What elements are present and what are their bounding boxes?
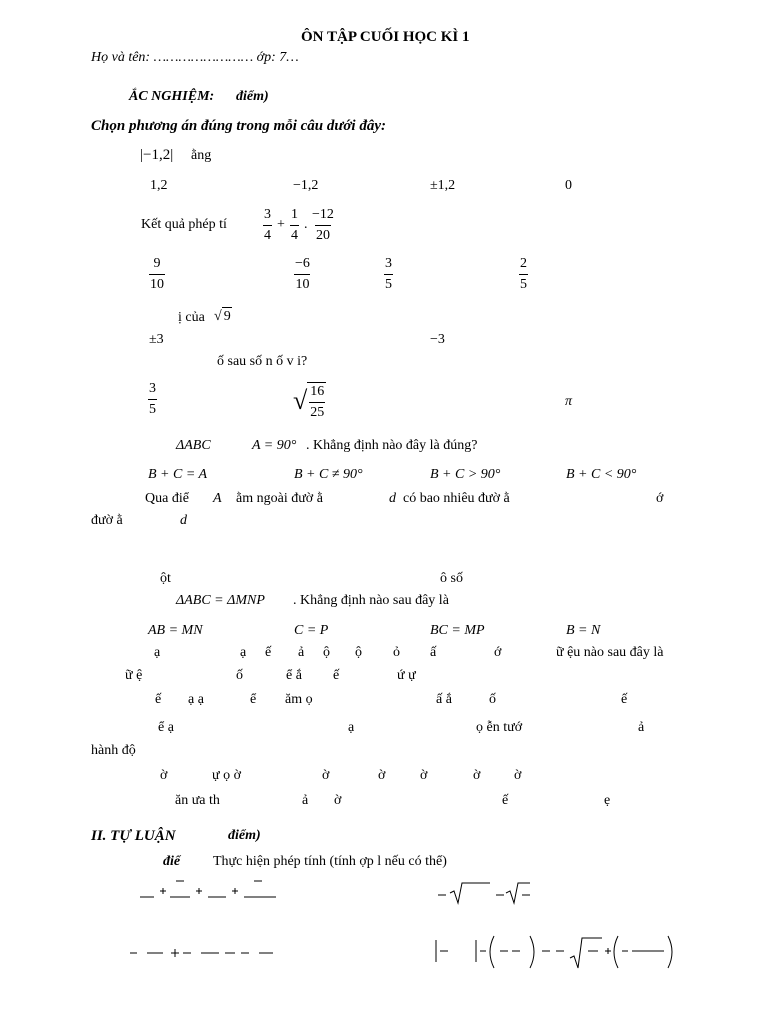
q8-l7-1: ả <box>302 793 309 808</box>
section2-task: Thực hiện phép tính (tính ợp l nếu có thể) <box>213 854 447 869</box>
expression-a-skeleton <box>130 875 290 905</box>
q6-lead: Qua điể <box>145 491 189 506</box>
q8-l6-3: ờ <box>378 768 386 783</box>
q1-option-d: 0 <box>565 178 572 193</box>
q6-line: d <box>389 491 396 506</box>
q8-l4-3: ả <box>638 720 645 735</box>
q2-lead: Kết quả phép tí <box>141 217 227 232</box>
q3-lead: ị của <box>178 310 205 325</box>
q5-option-c: B + C > 90° <box>430 467 501 482</box>
q4-lead: ố sau số n ố v i? <box>217 354 308 369</box>
q8-l6-6: ờ <box>514 768 522 783</box>
q7-triangles: ΔABC = ΔMNP <box>176 593 265 608</box>
q8-l1-6: ỏ <box>393 645 400 660</box>
q5-option-d: B + C < 90° <box>566 467 637 482</box>
q2-fraction-3: $\frac{-12}{20}$ <box>312 207 334 243</box>
q3-option-a: ±3 <box>149 332 164 347</box>
q8-l1-3: ả <box>298 645 305 660</box>
q6-line2b: d <box>180 513 187 528</box>
q8-l6-5: ờ <box>473 768 481 783</box>
q8-l7-0: ăn ưa th <box>175 793 220 808</box>
q8-l7-4: ẹ <box>604 793 611 808</box>
q8-l6-0: ờ <box>160 768 168 783</box>
q8-l3-4: ấ ắ <box>436 692 452 707</box>
q2-option-b: $\frac{-6}{10}$ <box>295 256 310 292</box>
q7-option-a: AB = MN <box>148 623 203 638</box>
q6-option-left: ột <box>160 571 171 586</box>
q8-l4-1: ạ <box>348 720 355 735</box>
q8-l2-3: ế <box>333 668 340 683</box>
q8-l2-1: ố <box>236 668 243 683</box>
q5-option-a: B + C = A <box>148 467 208 482</box>
q8-l3-1: ạ ạ <box>188 692 204 707</box>
q8-l3-6: ế <box>621 692 628 707</box>
q1-tail: ằng <box>191 148 212 163</box>
q3-sqrt: √ 9 <box>214 309 231 324</box>
q6-mid: ằm ngoài đườ ằ <box>236 491 323 506</box>
q4-option-b-fraction: $\frac{16}{25}$ <box>310 384 325 420</box>
q8-l4-0: ể ạ <box>158 720 174 735</box>
q8-l1-9: ữ ệu nào sau đây là <box>556 645 664 660</box>
q7-tail: . Khẳng định nào sau đây là <box>293 593 449 608</box>
q8-l2-2: ể ắ <box>286 668 302 683</box>
q1-option-a: 1,2 <box>150 178 168 193</box>
q8-l1-7: ấ <box>430 645 437 660</box>
section2-heading: II. TỰ LUẬN <box>91 828 176 844</box>
section2-task-label: điể <box>163 854 181 869</box>
section1-heading-b: điểm) <box>236 89 269 104</box>
q8-l2-4: ứ ự <box>397 668 416 683</box>
q2-option-a: $\frac{9}{10}$ <box>150 256 164 292</box>
q6-tail2: ớ <box>656 491 664 506</box>
q7-option-c: BC = MP <box>430 623 485 638</box>
section1-instruction: Chọn phương án đúng trong mỗi câu dưới đây: <box>91 118 386 134</box>
q8-l6-4: ờ <box>420 768 428 783</box>
q7-option-d: B = N <box>566 623 601 638</box>
q1-expression: |−1,2| <box>140 147 174 163</box>
q2-fraction-2: $\frac{1}{4}$ <box>291 207 298 243</box>
q8-l1-0: ạ <box>154 645 161 660</box>
q8-l3-0: ế <box>155 692 162 707</box>
expression-b-skeleton <box>430 875 540 905</box>
q8-l1-1: ạ <box>240 645 247 660</box>
q8-l7-2: ờ <box>334 793 342 808</box>
q1-option-b: −1,2 <box>293 178 319 193</box>
q2-option-c: $\frac{3}{5}$ <box>385 256 392 292</box>
q5-triangle: ΔABC <box>176 438 211 453</box>
q5-tail: . Khẳng định nào đây là đúng? <box>306 438 478 453</box>
q2-fraction-1: $\frac{3}{4}$ <box>264 207 271 243</box>
student-info-line: Họ và tên: …………………… ớp: 7… <box>91 50 299 65</box>
expression-d-skeleton <box>430 930 680 974</box>
q8-l1-5: ộ <box>355 645 362 660</box>
q8-l7-3: ế <box>502 793 509 808</box>
q8-l3-3: ăm ọ <box>285 692 313 707</box>
page-title: ÔN TẬP CUỐI HỌC KÌ 1 <box>301 29 470 45</box>
q4-option-b: √ $\frac{16}{25}$ <box>293 384 325 420</box>
q3-option-c: −3 <box>430 332 445 347</box>
q2-dot: . <box>304 217 308 232</box>
q8-l1-2: ế <box>265 645 272 660</box>
q8-l2-0: ữ ệ <box>125 668 143 683</box>
q8-l4-2: ọ ễn tướ <box>476 720 523 735</box>
q8-l3-2: ể <box>250 692 257 707</box>
q6-option-right: ô số <box>440 571 463 586</box>
q8-l6-1: ự ọ ờ <box>212 768 241 783</box>
q5-angle: A = 90° <box>252 438 297 453</box>
q4-option-d: π <box>565 394 573 409</box>
q1-option-c: ±1,2 <box>430 178 456 193</box>
section2-score: điểm) <box>228 828 261 843</box>
q8-l5: hành độ <box>91 743 136 758</box>
q8-l6-2: ờ <box>322 768 330 783</box>
q8-l1-8: ớ <box>494 645 502 660</box>
q7-option-b: C = P <box>294 623 329 638</box>
q2-plus: + <box>277 217 285 232</box>
q8-l1-4: ộ <box>323 645 330 660</box>
q5-option-b: B + C ≠ 90° <box>294 467 363 482</box>
q6-point: A <box>213 491 222 506</box>
expression-c-skeleton <box>125 938 285 968</box>
section1-heading-a: ẮC NGHIỆM: <box>129 89 215 104</box>
q2-option-d: $\frac{2}{5}$ <box>520 256 527 292</box>
q6-tail: có bao nhiêu đườ ằ <box>403 491 510 506</box>
q6-line2a: đườ ằ <box>91 513 123 528</box>
q4-option-a: $\frac{3}{5}$ <box>149 381 156 417</box>
q8-l3-5: ố <box>489 692 496 707</box>
